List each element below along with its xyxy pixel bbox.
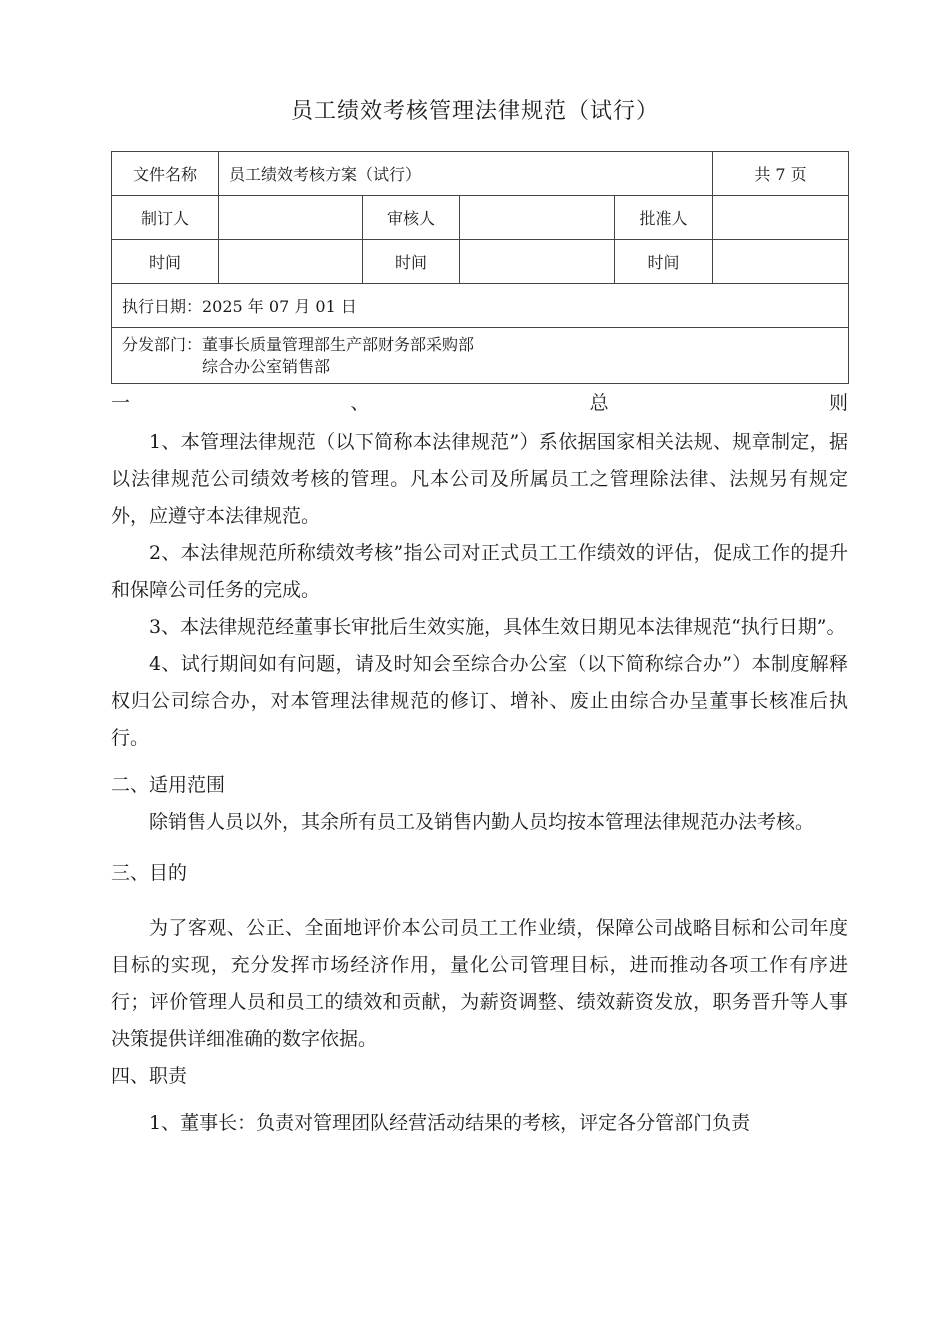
distribution-line: 综合办公室销售部: [202, 356, 331, 376]
paragraph: 1、董事长：负责对管理团队经营活动结果的考核，评定各分管部门负责: [149, 1112, 751, 1134]
reviewer-time-value: [460, 240, 615, 284]
table-row: [112, 196, 849, 240]
heading-char: 、: [350, 392, 370, 414]
paragraph: 1、本管理法律规范（以下简称本法律规范”）系依据国家相关法规、规章制定，据以法律规范公司绩效考核的管理。凡本公司及所属员工之管理除法律、法规另有规定外，应遵守本法律规范。: [111, 431, 848, 527]
heading-char: 总: [589, 392, 609, 414]
file-name-value: 员工绩效考核方案（试行）: [219, 152, 713, 196]
heading-char: 则: [828, 392, 848, 414]
approver-time-label: 时间: [615, 240, 713, 284]
paragraph: 2、本法律规范所称绩效考核”指公司对正式员工工作绩效的评估，促成工作的提升和保障公司任务的完成。: [111, 542, 848, 601]
section-heading: 四、职责: [111, 1065, 188, 1087]
table-row: [112, 240, 849, 284]
file-name-label: 文件名称: [112, 152, 219, 196]
document-body: [111, 424, 848, 1142]
table-row: [112, 152, 849, 196]
distribution-label: 分发部门：: [122, 334, 203, 354]
reviewer-label: 审核人: [363, 196, 460, 240]
effective-date: 执行日期：2025 年 07 月 01 日: [112, 284, 849, 328]
section-heading-general: [111, 388, 848, 415]
paragraph: 3、本法律规范经董事长审批后生效实施，具体生效日期见本法律规范“执行日期”。: [149, 616, 846, 638]
paragraph: 除销售人员以外，其余所有员工及销售内勤人员均按本管理法律规范办法考核。: [149, 811, 815, 833]
table-row: [112, 284, 849, 328]
approver-time-value: [713, 240, 849, 284]
reviewer-time-label: 时间: [363, 240, 460, 284]
section-heading: 二、适用范围: [111, 774, 226, 796]
drafter-value: [219, 196, 363, 240]
document-info-table: [111, 151, 849, 384]
distribution-cell: [112, 328, 849, 384]
page-count: 共 7 页: [713, 152, 849, 196]
table-row: [112, 328, 849, 384]
section-heading: 三、目的: [111, 862, 188, 884]
drafter-label: 制订人: [112, 196, 219, 240]
reviewer-value: [460, 196, 615, 240]
drafter-time-value: [219, 240, 363, 284]
paragraph: 4、试行期间如有问题，请及时知会至综合办公室（以下简称综合办”）本制度解释权归公司综合办，对本管理法律规范的修订、增补、废止由综合办呈董事长核准后执行。: [111, 653, 848, 749]
heading-char: 一: [111, 392, 131, 414]
approver-label: 批准人: [615, 196, 713, 240]
drafter-time-label: 时间: [112, 240, 219, 284]
paragraph: 为了客观、公正、全面地评价本公司员工工作业绩，保障公司战略目标和公司年度目标的实现，充分发挥市场经济作用，量化公司管理目标，进而推动各项工作有序进行；评价管理人员和员工的绩效和贡献，为薪资调整、绩效薪资发放，职务晋升等人事决策提供详细准确的数字依据。: [111, 917, 848, 1050]
distribution-line: 董事长质量管理部生产部财务部采购部: [202, 334, 475, 354]
approver-value: [713, 196, 849, 240]
page-title: 员工绩效考核管理法律规范（试行）: [290, 99, 659, 124]
